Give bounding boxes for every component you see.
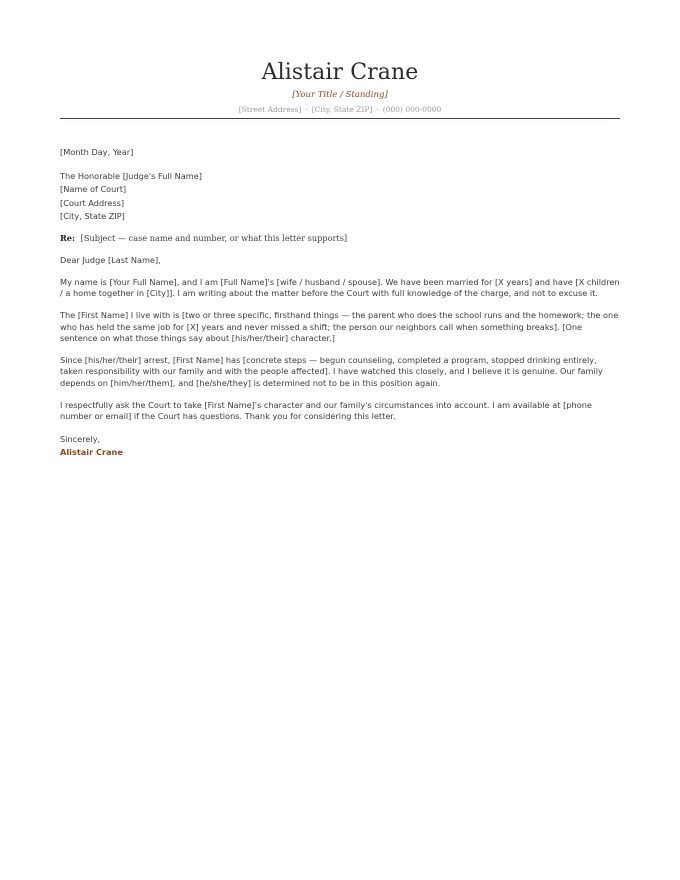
salutation: Dear Judge [Last Name], (60, 255, 161, 266)
recipient-address: [Court Address] (60, 197, 125, 208)
sender-city: [City, State ZIP] (311, 105, 373, 114)
sender-street: [Street Address] (238, 105, 302, 114)
paragraph-request: I respectfully ask the Court to take [First Name]'s character and our family's circumstances into account. I am available at [phone number or email] if the Court has questions. Thank you for considering this letter. (60, 399, 592, 422)
sender-contact-line (60, 104, 620, 115)
subject-line (60, 233, 620, 245)
signature: Alistair Crane (60, 447, 123, 458)
paragraph-character: The [First Name] I live with is [two or three specific, firsthand things — the parent who does the school runs and the homework; the one who has held the same job for [X] years and never missed a shift; the person our neighbors call when something breaks]. [One sentence on what those things say about [his/her/their] character.] (60, 309, 619, 344)
letterhead-divider (60, 118, 620, 119)
contact-separator: · (305, 105, 308, 114)
letter-body (60, 147, 620, 459)
paragraph-rehabilitation: Since [his/her/their] arrest, [First Name] has [concrete steps — begun counseling, completed a program, stopped drinking entirely, taken responsibility with our family and with the people affected]. I have watched this closely, and I believe it is genuine. Our family depends on [him/her/them], and [he/she/they] is determined not to be in this position again. (60, 354, 603, 388)
paragraph-introduction: My name is [Your Full Name], and I am [Full Name]'s [wife / husband / spouse]. We have been married for [X years] and have [X children / a home together in [City]]. I am writing about the matter before the Court with full knowledge of the charge, and not to excuse it. (60, 276, 620, 299)
sender-name: Alistair Crane (261, 60, 419, 85)
recipient-city: [City, State ZIP] (60, 211, 125, 222)
recipient-block (60, 170, 620, 224)
sender-standing: [Your Title / Standing] (292, 90, 388, 100)
subject-text: [Subject — case name and number, or what this letter supports] (80, 232, 348, 243)
letter-page (60, 0, 620, 459)
letterhead (60, 0, 620, 119)
sender-phone: (000) 000-0000 (382, 105, 442, 114)
subject-label: Re: (60, 232, 76, 243)
recipient-judge: The Honorable [Judge's Full Name] (60, 170, 202, 181)
letter-date: [Month Day, Year] (60, 147, 134, 157)
closing: Sincerely, (60, 433, 101, 444)
recipient-court: [Name of Court] (60, 184, 127, 195)
contact-separator: · (376, 105, 379, 114)
